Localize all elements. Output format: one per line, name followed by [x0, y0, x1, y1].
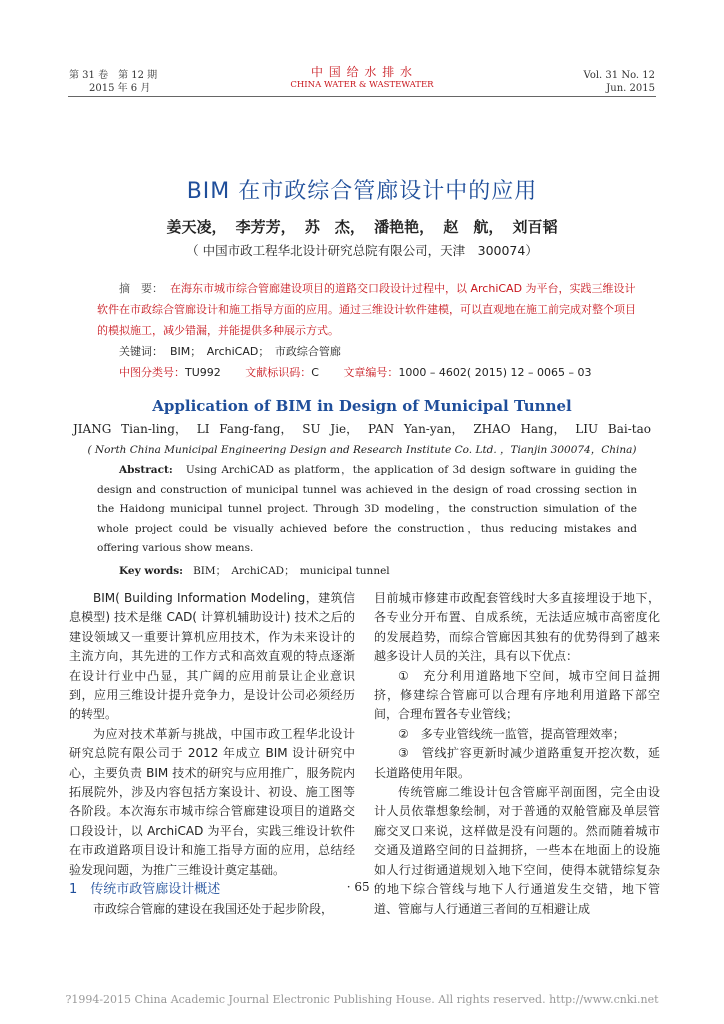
header-volume-en: Vol. 31 No. 12 Jun. 2015	[583, 70, 655, 94]
abstract-en-text: Using ArchiCAD as platform，the application of 3d design software in guiding the design and construction of municipal tunnel was achieved in the design of road crossing section in the Haidong municipal tunnel project. Through 3D modeling，the construction simulation of the whole project could be visually achieved before the construction，thus reducing mistakes and offering various show means.	[97, 464, 637, 555]
abstract-zh	[97, 278, 637, 383]
keywords-en-label: Key words:	[119, 564, 184, 577]
paragraph: 市政综合管廊的建设在我国还处于起步阶段，	[93, 901, 334, 916]
keywords-en-text: BIM； ArchiCAD； municipal tunnel	[193, 564, 390, 577]
abstract-zh-label: 摘 要：	[119, 282, 163, 295]
paragraph: 目前城市修建市政配套管线时大多直接埋设于地下，各专业分开布置、自成系统，无法适应城市高密度化的发展趋势，而综合管廊因其独有的优势得到了越来越多设计人员的关注，具有以下优点：	[374, 591, 660, 664]
authors-zh: 姜天凌， 李芳芳， 苏 杰， 潘艳艳， 赵 航， 刘百韬	[166, 218, 558, 236]
paragraph: BIM( Building Information Modeling，建筑信息模型) 技术是继 CAD( 计算机辅助设计) 技术之后的建设领域又一重要计算机应用技术，作为未来设计的主流方向，其先进的工作方式和高效直观的特点逐渐在设计行业中凸显，其广阔的应用前景让企业意识到，应用三维设计提升竞争力，是设计公司必须经历的转型。	[69, 591, 355, 722]
body-column-right	[374, 589, 660, 919]
abstract-en-label: Abstract:	[119, 464, 173, 476]
authors-en: JIANG Tian-ling， LI Fang-fang， SU Jie， PAN Yan-yan， ZHAO Hang， LIU Bai-tao	[72, 422, 651, 436]
affiliation-zh: （ 中国市政工程华北设计研究总院有限公司，天津 300074）	[186, 243, 538, 258]
keywords-zh-text: BIM； ArchiCAD； 市政综合管廊	[170, 345, 341, 358]
body-column-left	[69, 589, 355, 919]
copyright-footer: ?1994-2015 China Academic Journal Electronic Publishing House. All rights reserved. http://www.cnki.net	[65, 993, 659, 1006]
paper-title-en: Application of BIM in Design of Municipal Tunnel	[152, 397, 572, 415]
header-volume-zh: 第 31 卷 第 12 期 2015 年 6 月	[69, 70, 158, 94]
list-item: ① 充分利用道路地下空间，城市空间日益拥挤，修建综合管廊可以合理有序地利用道路下部空间，合理布置各专业管线；	[374, 668, 660, 722]
paragraph: 传统管廊二维设计包含管廊平剖面图，完全由设计人员依靠想象绘制，对于普通的双舱管廊及单层管廊交叉口来说，这样做是没有问题的。然而随着城市交通及道路空间的日益拥挤，一些本在地面上的设施如人行过街通道规划入地下空间，使得本就错综复杂的地下综合管线与地下人行通道发生交错，地下管道、管廊与人行通道三者间的互相避让成	[374, 785, 660, 916]
list-item: ② 多专业管线统一监管，提高管理效率；	[398, 726, 625, 741]
header-journal: 中 国 给 水 排 水 CHINA WATER & WASTEWATER	[290, 65, 434, 90]
abstract-zh-text: 在海东市城市综合管廊建设项目的道路交口段设计过程中，以 ArchiCAD 为平台，实践三维设计软件在市政综合管廊设计和施工指导方面的应用。通过三维设计软件建模，可以直观地在施工前完成对整个项目的模拟施工，减少错漏，并能提供多种展示方式。	[97, 282, 636, 337]
abstract-en	[97, 461, 637, 582]
paragraph: 为应对技术革新与挑战，中国市政工程华北设计研究总院有限公司于 2012 年成立 BIM 设计研究中心，主要负责 BIM 技术的研究与应用推广，服务院内拓展院外，涉及内容包括方案设计、初设、施工图等各阶段。本次海东市城市综合管廊建设项目的道路交口段设计，以 ArchiCAD 为平台，实践三维设计软件在市政道路项目设计和施工指导方面的应用，总结经验发现问题，为推广三维设计奠定基础。	[69, 726, 355, 877]
list-item: ③ 管线扩容更新时减少道路重复开挖次数，延长道路使用年限。	[374, 746, 660, 780]
affiliation-en: ( North China Municipal Engineering Design and Research Institute Co. Ltd. ，Tianjin 300074，China)	[87, 444, 637, 456]
page-number: · 65 ·	[346, 880, 378, 894]
paper-title-zh: BIM 在市政综合管廊设计中的应用	[186, 179, 538, 204]
keywords-zh-label: 关键词：	[119, 345, 163, 358]
classification-line: 中图分类号：TU992 文献标识码：C 文章编号：1000 – 4602( 2015) 12 – 0065 – 03	[119, 366, 592, 379]
section-heading: 1 传统市政管廊设计概述	[69, 882, 221, 898]
header-rule	[68, 96, 656, 97]
